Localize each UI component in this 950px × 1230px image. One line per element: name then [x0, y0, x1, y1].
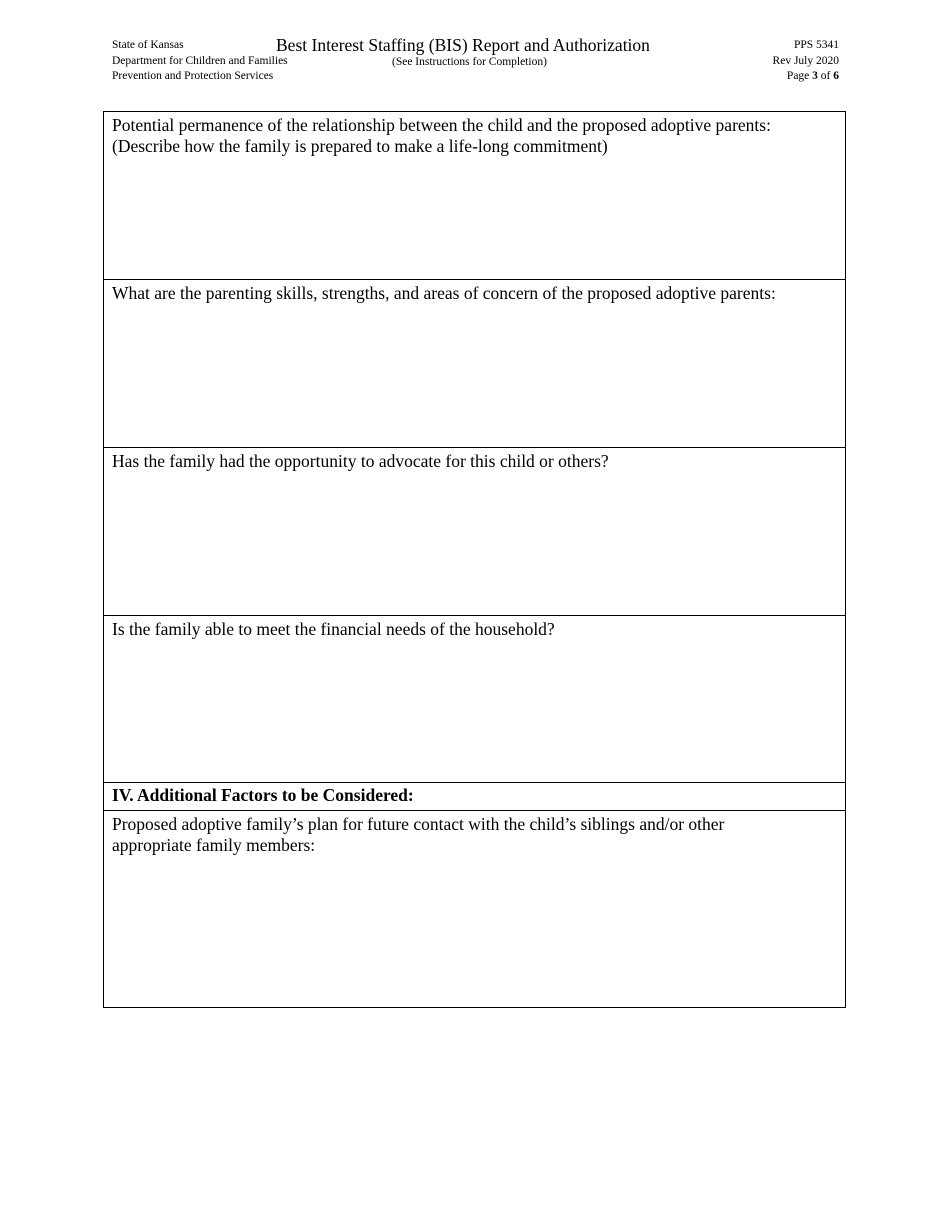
financial-section[interactable]: [104, 616, 845, 783]
page-number: [787, 69, 839, 84]
section-iv-title: IV. Additional Factors to be Considered:: [112, 785, 414, 805]
sibling-contact-question: Proposed adoptive family’s plan for future contact with the child’s siblings and/or other: [112, 814, 725, 834]
form-subtitle: (See Instructions for Completion): [392, 56, 547, 68]
sibling-contact-question-cont: appropriate family members:: [112, 835, 316, 855]
permanence-instruction: (Describe how the family is prepared to make a life-long commitment): [112, 136, 608, 156]
parenting-skills-section[interactable]: [104, 280, 845, 448]
sibling-contact-section[interactable]: [104, 811, 845, 1007]
advocacy-section[interactable]: [104, 448, 845, 616]
page-total: 6: [833, 70, 839, 82]
page-label: Page: [786, 70, 810, 82]
page-of: of: [820, 70, 831, 82]
permanence-question: Potential permanence of the relationship between the child and the proposed adoptive parents:: [112, 115, 771, 135]
parenting-skills-question: What are the parenting skills, strengths, and areas of concern of the proposed adoptive parents:: [112, 283, 776, 303]
form-revision: Rev July 2020: [772, 55, 839, 67]
advocacy-question: Has the family had the opportunity to advocate for this child or others?: [112, 451, 609, 471]
form-table: [103, 111, 846, 1008]
header-state: State of Kansas: [112, 39, 184, 51]
header-department: Department for Children and Families: [112, 55, 288, 67]
page-header: [112, 35, 839, 88]
form-number: PPS 5341: [793, 39, 839, 51]
header-division: Prevention and Protection Services: [112, 70, 274, 82]
section-iv-heading: [104, 783, 845, 811]
permanence-section[interactable]: [104, 112, 845, 280]
financial-question: Is the family able to meet the financial needs of the household?: [112, 619, 555, 639]
form-title: Best Interest Staffing (BIS) Report and Authorization: [276, 35, 650, 55]
page-current: 3: [812, 70, 818, 82]
